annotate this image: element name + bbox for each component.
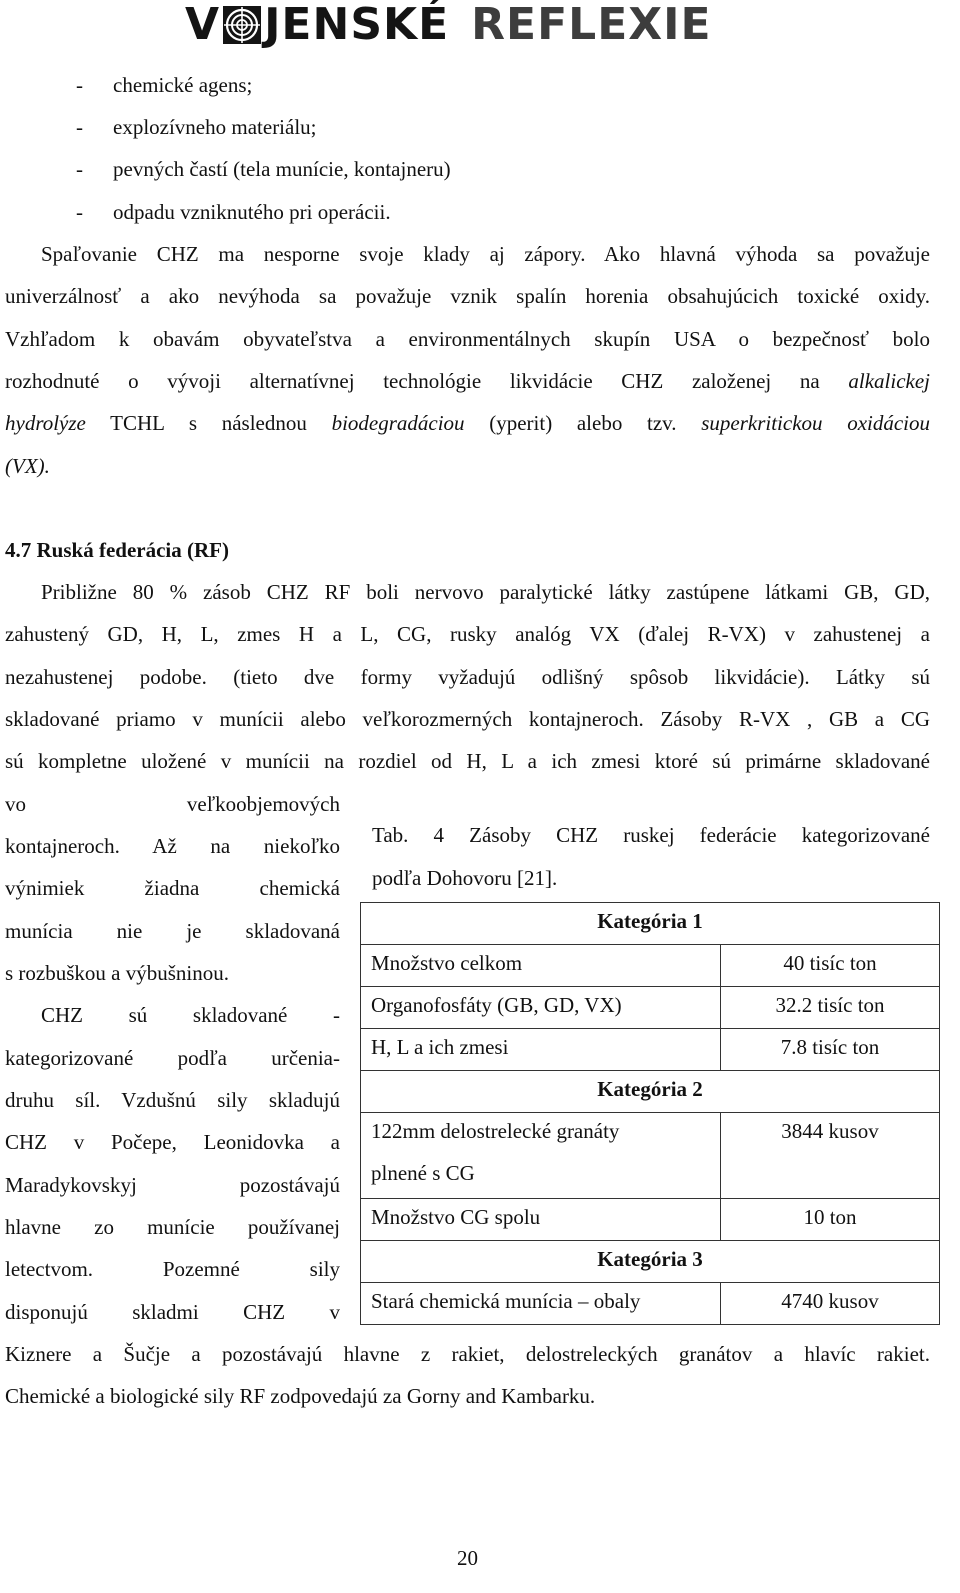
paragraph-line: sú kompletne uložené v munícii na rozdiel od H, L a ich zmesi ktoré sú primárne skladované bbox=[5, 749, 930, 773]
paragraph-line: letectvom. Pozemné sily bbox=[5, 1257, 340, 1281]
table-cell: Množstvo CG spolu bbox=[361, 1199, 721, 1241]
paragraph-line: Kiznere a Šučje a pozostávajú hlavne z rakiet, delostreleckých granátov a hlavíc rakiet. bbox=[5, 1342, 930, 1366]
paragraph-line: Chemické a biologické sily RF zodpovedajú za Gorny and Kambarku. bbox=[5, 1384, 596, 1408]
paragraph-line: výnimiek žiadna chemická bbox=[5, 876, 340, 900]
paragraph-line: Vzhľadom k obavám obyvateľstva a environmentálnych skupín USA o bezpečnosť bolo bbox=[5, 327, 930, 351]
logo-word-jenske: JENSKÉ bbox=[264, 0, 450, 50]
table-caption: Tab. 4 Zásoby CHZ ruskej federácie kategorizované bbox=[372, 823, 930, 847]
paragraph-line: Približne 80 % zásob CHZ RF boli nervovo paralytické látky zastúpene látkami GB, GD, bbox=[41, 580, 930, 604]
table-cell: Množstvo celkom bbox=[361, 945, 721, 987]
paragraph-line: hlavne zo munície používanej bbox=[5, 1215, 340, 1239]
page-header bbox=[0, 0, 960, 52]
table-cell: 10 ton bbox=[721, 1199, 940, 1241]
paragraph-line: rozhodnuté o vývoji alternatívnej technológie likvidácie CHZ založenej na alkalickej bbox=[5, 369, 931, 393]
paragraph-line: CHZ v Počepe, Leonidovka a bbox=[5, 1130, 340, 1154]
paragraph-line: zahustený GD, H, L, zmes H a L, CG, rusky analóg VX (ďalej R-VX) v zahustenej a bbox=[5, 622, 930, 646]
paragraph-line: skladované priamo v munícii alebo veľkorozmerných kontajneroch. Zásoby R-VX , GB a CG bbox=[5, 707, 930, 731]
paragraph-line: hydrolýze TCHL s následnou biodegradáciou (yperit) alebo tzv. superkritickou oxidáciou bbox=[5, 411, 931, 435]
paragraph-line: kontajneroch. Až na niekoľko bbox=[5, 834, 340, 858]
paragraph-line: munícia nie je skladovaná bbox=[5, 919, 340, 943]
section-heading: 4.7 Ruská federácia (RF) bbox=[5, 538, 229, 562]
paragraph-line: druhu síl. Vzdušnú sily skladujú bbox=[5, 1088, 340, 1112]
page-number: 20 bbox=[457, 1546, 478, 1570]
target-icon bbox=[222, 5, 262, 45]
table-caption: podľa Dohovoru [21]. bbox=[372, 866, 558, 890]
table-cell: Organofosfáty (GB, GD, VX) bbox=[361, 987, 721, 1029]
table-cell: 3844 kusov bbox=[721, 1113, 940, 1199]
paragraph-line: CHZ sú skladované - bbox=[41, 1003, 340, 1027]
category-header: Kategória 1 bbox=[361, 903, 940, 945]
paragraph-line: nezahustenej podobe. (tieto dve formy vyžadujú odlišný spôsob likvidácie). Látky sú bbox=[5, 665, 930, 689]
paragraph-line: vo veľkoobjemových bbox=[5, 792, 340, 816]
table-cell: Stará chemická munícia – obaly bbox=[361, 1283, 721, 1325]
paragraph-line: s rozbuškou a výbušninou. bbox=[5, 961, 229, 985]
table-row bbox=[361, 1071, 940, 1113]
table-row bbox=[361, 1199, 940, 1241]
table-row bbox=[361, 1113, 940, 1199]
paragraph-line: disponujú skladmi CHZ v bbox=[5, 1300, 340, 1324]
table-row bbox=[361, 945, 940, 987]
table-row bbox=[361, 903, 940, 945]
paragraph-line: Spaľovanie CHZ ma nesporne svoje klady aj zápory. Ako hlavná výhoda sa považuje bbox=[41, 242, 930, 266]
table-cell: 4740 kusov bbox=[721, 1283, 940, 1325]
table-cell: H, L a ich zmesi bbox=[361, 1029, 721, 1071]
paragraph-line: univerzálnosť a ako nevýhoda sa považuje vznik spalín horenia obsahujúcich toxické oxidy. bbox=[5, 284, 930, 308]
table-row bbox=[361, 1241, 940, 1283]
category-header: Kategória 3 bbox=[361, 1241, 940, 1283]
table-row bbox=[361, 1283, 940, 1325]
paragraph-line: kategorizované podľa určenia- bbox=[5, 1046, 340, 1070]
paragraph-line: (VX). bbox=[5, 454, 50, 478]
table-cell: 122mm delostrelecké granáty plnené s CG bbox=[361, 1113, 721, 1199]
stockpile-table bbox=[360, 902, 940, 1325]
table-row bbox=[361, 987, 940, 1029]
logo-word-reflexie: REFLEXIE bbox=[471, 0, 712, 50]
paragraph-line: Maradykovskyj pozostávajú bbox=[5, 1173, 340, 1197]
logo-letter-v: V bbox=[185, 0, 221, 50]
table-cell: 7.8 tisíc ton bbox=[721, 1029, 940, 1071]
table-cell: 32.2 tisíc ton bbox=[721, 987, 940, 1029]
journal-logo bbox=[185, 2, 712, 48]
table-cell: 40 tisíc ton bbox=[721, 945, 940, 987]
table-row bbox=[361, 1029, 940, 1071]
category-header: Kategória 2 bbox=[361, 1071, 940, 1113]
